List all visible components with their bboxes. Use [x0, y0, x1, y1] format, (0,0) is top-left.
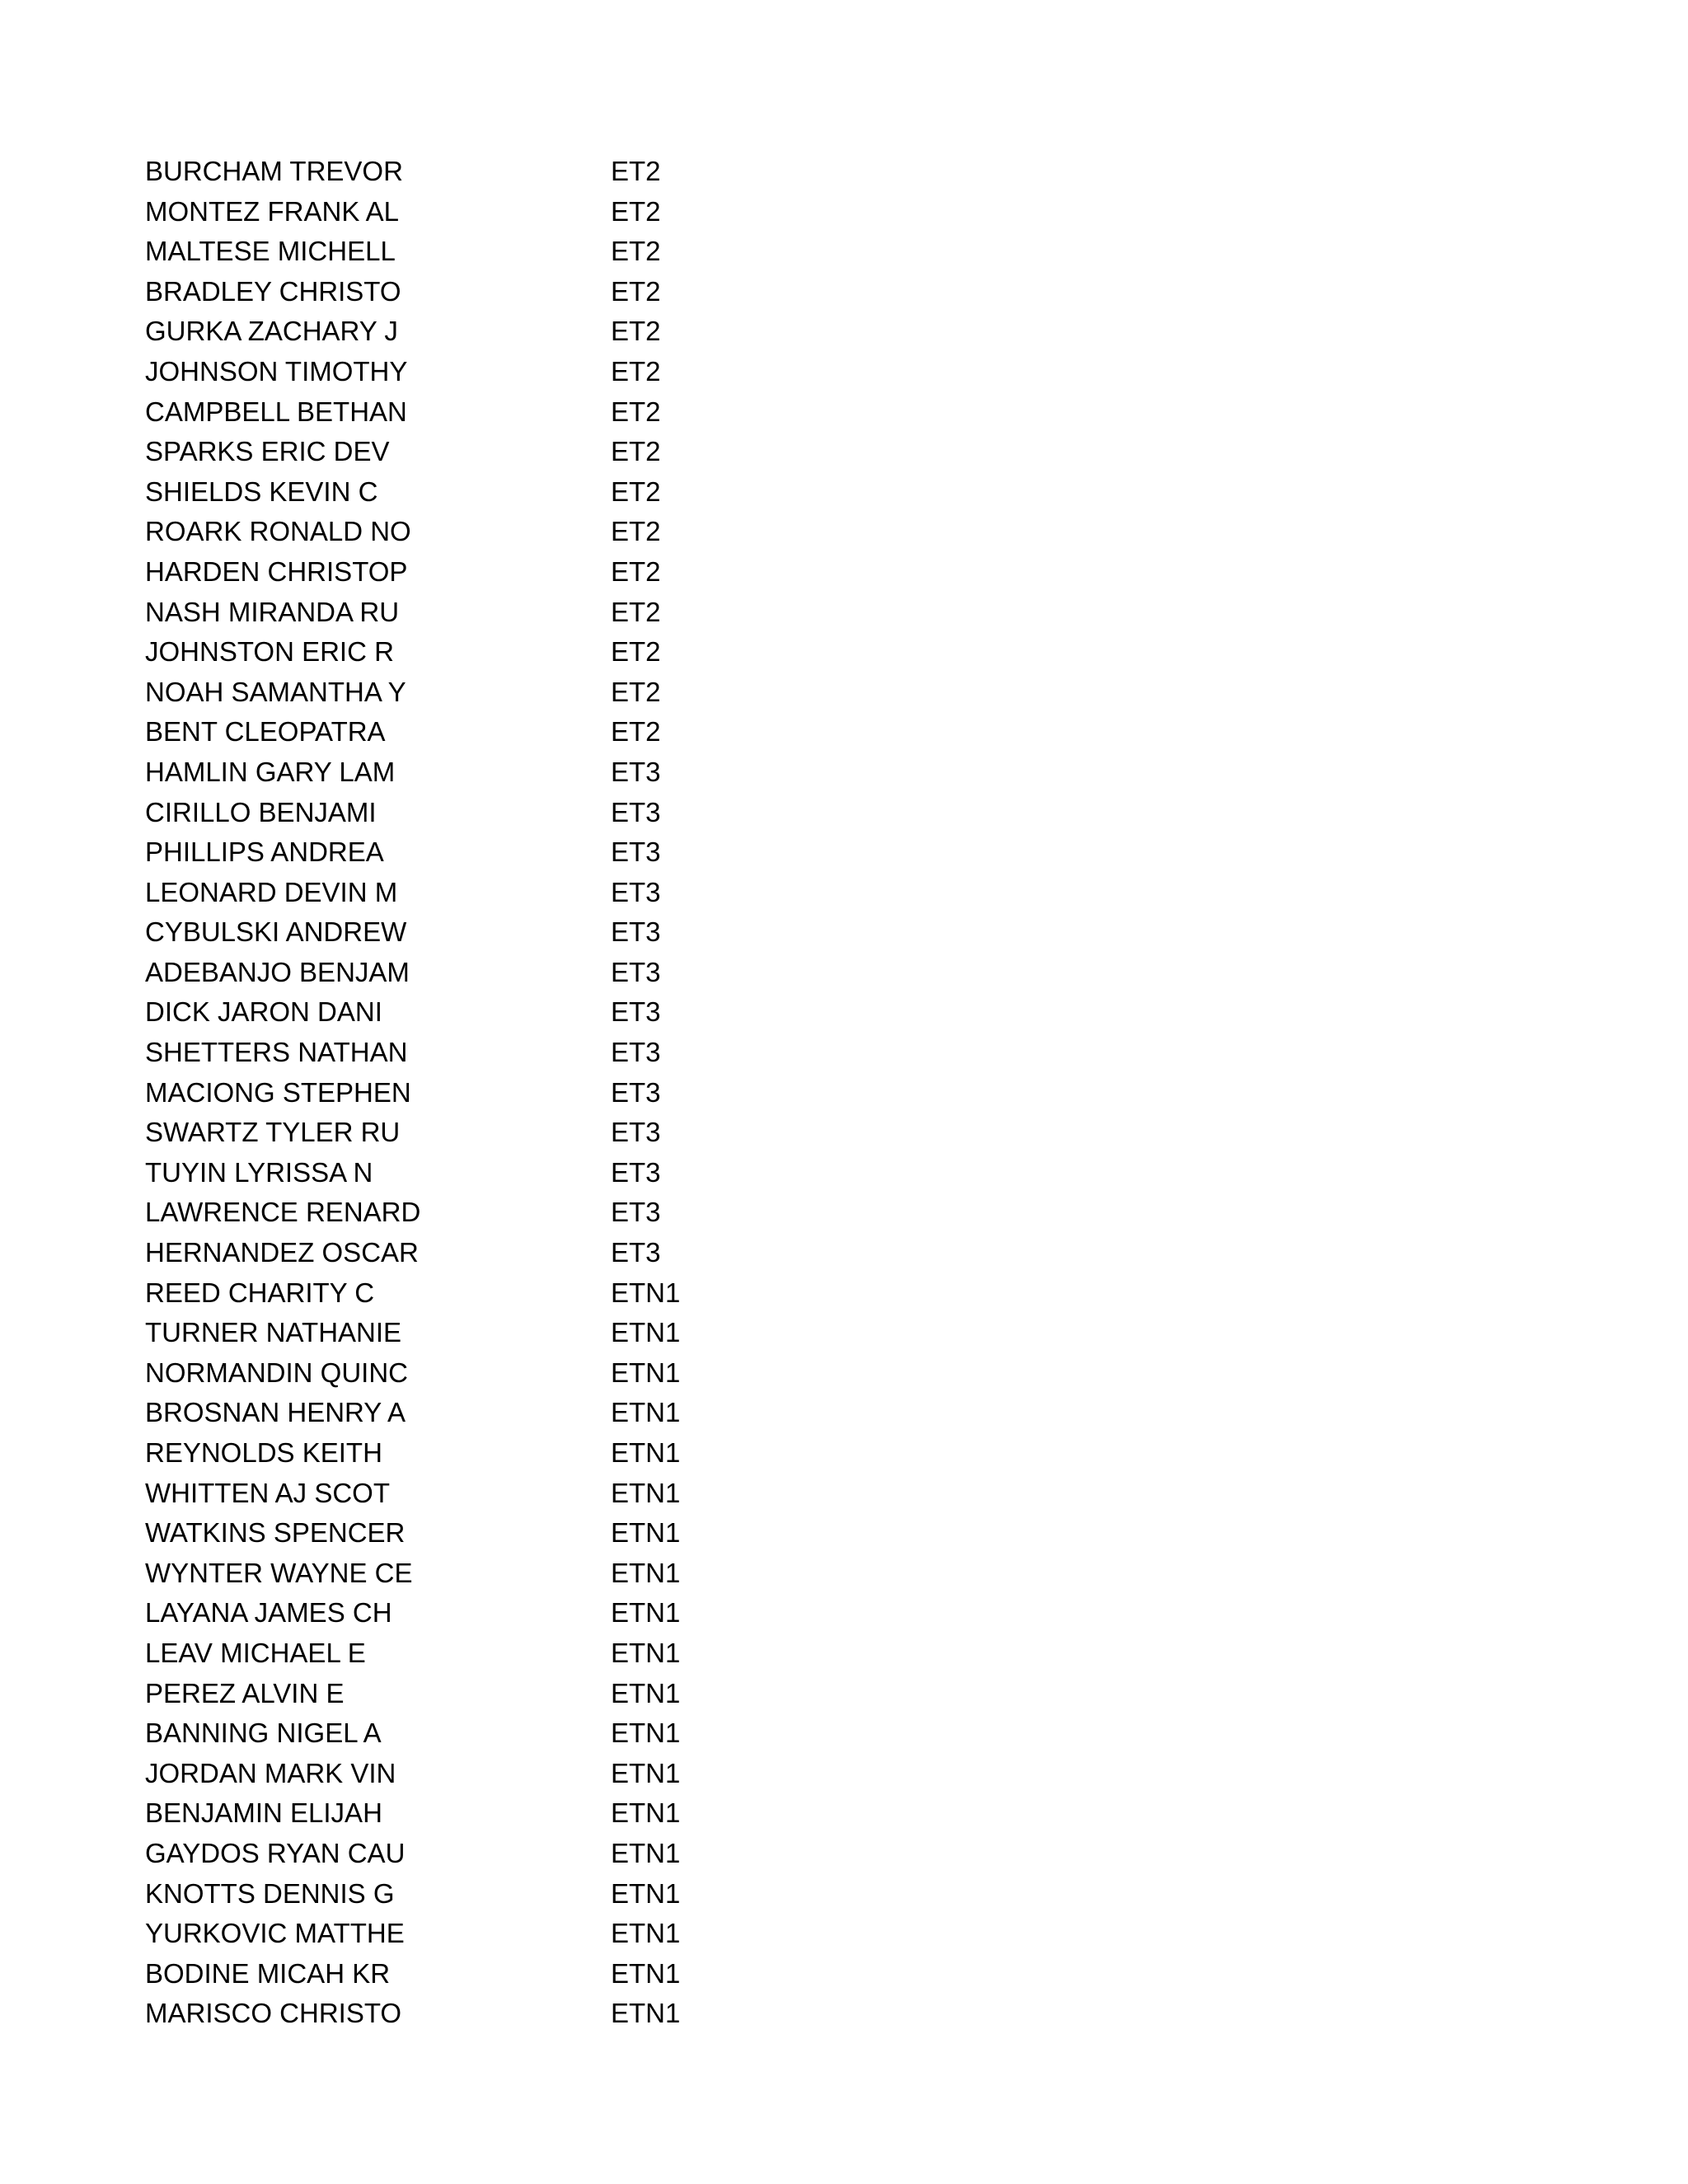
member-name: WATKINS SPENCER — [145, 1517, 406, 1549]
roster-row — [145, 512, 887, 552]
member-rate: ETN1 — [611, 1677, 681, 1708]
roster-row — [145, 1033, 887, 1073]
roster-row — [145, 1113, 887, 1153]
member-name: GAYDOS RYAN CAU — [145, 1837, 406, 1868]
roster-row — [145, 1353, 887, 1394]
member-rate: ET2 — [611, 676, 661, 707]
member-name: BURCHAM TREVOR — [145, 156, 403, 186]
member-rate: ET2 — [611, 195, 661, 227]
roster-row — [145, 1754, 887, 1794]
member-name: MALTESE MICHELL — [145, 236, 396, 267]
member-rate: ET2 — [611, 596, 661, 627]
member-rate: ETN1 — [611, 1477, 681, 1508]
roster-row — [145, 1994, 887, 2034]
roster-row — [145, 1273, 887, 1314]
member-name: SHIELDS KEVIN C — [145, 476, 378, 507]
roster-row — [145, 712, 887, 752]
member-name: LEAV MICHAEL E — [145, 1637, 366, 1668]
member-name: DICK JARON DANI — [145, 996, 382, 1028]
member-rate: ETN1 — [611, 1517, 681, 1549]
roster-row — [145, 752, 887, 793]
member-rate: ETN1 — [611, 1918, 681, 1949]
member-rate: ET2 — [611, 716, 661, 748]
member-rate: ET3 — [611, 1237, 661, 1268]
roster-row — [145, 352, 887, 392]
member-rate: ETN1 — [611, 1317, 681, 1348]
member-rate: ET3 — [611, 1076, 661, 1108]
roster-row — [145, 552, 887, 593]
roster-row — [145, 1393, 887, 1433]
member-name: HARDEN CHRISTOP — [145, 555, 408, 587]
member-name: BENJAMIN ELIJAH — [145, 1797, 382, 1829]
member-name: REED CHARITY C — [145, 1277, 375, 1308]
member-rate: ETN1 — [611, 1277, 681, 1308]
member-name: CIRILLO BENJAMI — [145, 796, 377, 827]
member-name: NASH MIRANDA RU — [145, 596, 400, 627]
member-rate: ET3 — [611, 1197, 661, 1228]
member-rate: ETN1 — [611, 1557, 681, 1588]
member-name: BENT CLEOPATRA — [145, 716, 386, 748]
member-name: MARISCO CHRISTO — [145, 1998, 402, 2029]
roster-row — [145, 392, 887, 433]
member-rate: ET2 — [611, 555, 661, 587]
roster-row — [145, 1793, 887, 1834]
member-rate: ET3 — [611, 756, 661, 787]
roster-row — [145, 1554, 887, 1594]
member-name: PHILLIPS ANDREA — [145, 837, 384, 868]
member-name: SPARKS ERIC DEV — [145, 436, 390, 467]
roster-list — [145, 152, 887, 2034]
member-name: LAWRENCE RENARD — [145, 1197, 421, 1228]
member-name: MACIONG STEPHEN — [145, 1076, 411, 1108]
roster-row — [145, 312, 887, 352]
member-name: BODINE MICAH KR — [145, 1957, 391, 1989]
member-name: KNOTTS DENNIS G — [145, 1877, 395, 1909]
roster-row — [145, 1954, 887, 1994]
roster-row — [145, 1674, 887, 1714]
roster-row — [145, 1233, 887, 1273]
member-rate: ETN1 — [611, 1718, 681, 1749]
member-rate: ET3 — [611, 876, 661, 907]
member-rate: ETN1 — [611, 1597, 681, 1629]
member-rate: ETN1 — [611, 1757, 681, 1788]
member-name: HAMLIN GARY LAM — [145, 756, 396, 787]
member-rate: ET3 — [611, 916, 661, 948]
roster-row — [145, 472, 887, 513]
roster-row — [145, 912, 887, 953]
member-name: NOAH SAMANTHA Y — [145, 676, 406, 707]
roster-row — [145, 232, 887, 272]
member-name: ROARK RONALD NO — [145, 516, 411, 547]
member-rate: ETN1 — [611, 1998, 681, 2029]
member-rate: ET3 — [611, 956, 661, 987]
member-name: GURKA ZACHARY J — [145, 316, 398, 347]
member-rate: ETN1 — [611, 1437, 681, 1468]
member-rate: ETN1 — [611, 1837, 681, 1868]
roster-row — [145, 1153, 887, 1193]
roster-row — [145, 1874, 887, 1915]
member-name: REYNOLDS KEITH — [145, 1437, 382, 1468]
member-name: SHETTERS NATHAN — [145, 1037, 408, 1068]
member-rate: ETN1 — [611, 1397, 681, 1428]
member-rate: ETN1 — [611, 1957, 681, 1989]
member-name: CAMPBELL BETHAN — [145, 396, 407, 427]
roster-row — [145, 673, 887, 713]
member-rate: ET3 — [611, 1156, 661, 1188]
member-name: TUYIN LYRISSA N — [145, 1156, 373, 1188]
roster-row — [145, 272, 887, 312]
member-rate: ET2 — [611, 355, 661, 387]
member-name: ADEBANJO BENJAM — [145, 956, 410, 987]
member-name: JOHNSTON ERIC R — [145, 636, 394, 668]
roster-row — [145, 1073, 887, 1113]
member-rate: ET2 — [611, 476, 661, 507]
member-name: HERNANDEZ OSCAR — [145, 1237, 419, 1268]
member-name: TURNER NATHANIE — [145, 1317, 402, 1348]
roster-row — [145, 432, 887, 472]
member-name: YURKOVIC MATTHE — [145, 1918, 405, 1949]
member-name: MONTEZ FRANK AL — [145, 195, 400, 227]
member-rate: ET2 — [611, 275, 661, 307]
member-rate: ET3 — [611, 1037, 661, 1068]
member-rate: ETN1 — [611, 1357, 681, 1388]
member-name: WYNTER WAYNE CE — [145, 1557, 413, 1588]
roster-row — [145, 1914, 887, 1954]
roster-row — [145, 1313, 887, 1353]
roster-row — [145, 1834, 887, 1874]
member-name: NORMANDIN QUINC — [145, 1357, 408, 1388]
member-name: WHITTEN AJ SCOT — [145, 1477, 390, 1508]
member-rate: ET3 — [611, 837, 661, 868]
member-rate: ETN1 — [611, 1637, 681, 1668]
roster-row — [145, 1713, 887, 1754]
member-rate: ET2 — [611, 236, 661, 267]
member-name: PEREZ ALVIN E — [145, 1677, 345, 1708]
roster-row — [145, 992, 887, 1033]
member-name: LAYANA JAMES CH — [145, 1597, 392, 1629]
member-rate: ET2 — [611, 436, 661, 467]
member-name: BRADLEY CHRISTO — [145, 275, 401, 307]
member-rate: ET2 — [611, 516, 661, 547]
member-rate: ETN1 — [611, 1877, 681, 1909]
roster-row — [145, 192, 887, 232]
member-name: JOHNSON TIMOTHY — [145, 355, 408, 387]
member-name: JORDAN MARK VIN — [145, 1757, 396, 1788]
roster-row — [145, 593, 887, 633]
member-name: SWARTZ TYLER RU — [145, 1117, 401, 1148]
roster-row — [145, 1474, 887, 1514]
member-name: BROSNAN HENRY A — [145, 1397, 406, 1428]
member-rate: ET3 — [611, 796, 661, 827]
member-name: BANNING NIGEL A — [145, 1718, 382, 1749]
roster-row — [145, 1433, 887, 1474]
roster-row — [145, 152, 887, 192]
member-name: CYBULSKI ANDREW — [145, 916, 407, 948]
roster-row — [145, 1593, 887, 1633]
roster-row — [145, 832, 887, 873]
member-rate: ETN1 — [611, 1797, 681, 1829]
roster-row — [145, 1633, 887, 1674]
roster-row — [145, 1513, 887, 1554]
member-rate: ET2 — [611, 316, 661, 347]
member-rate: ET2 — [611, 636, 661, 668]
member-rate: ET2 — [611, 396, 661, 427]
roster-row — [145, 953, 887, 993]
roster-row — [145, 1193, 887, 1233]
roster-row — [145, 873, 887, 913]
member-rate: ET3 — [611, 996, 661, 1028]
roster-row — [145, 793, 887, 833]
member-name: LEONARD DEVIN M — [145, 876, 398, 907]
member-rate: ET2 — [611, 156, 661, 186]
roster-row — [145, 632, 887, 673]
member-rate: ET3 — [611, 1117, 661, 1148]
